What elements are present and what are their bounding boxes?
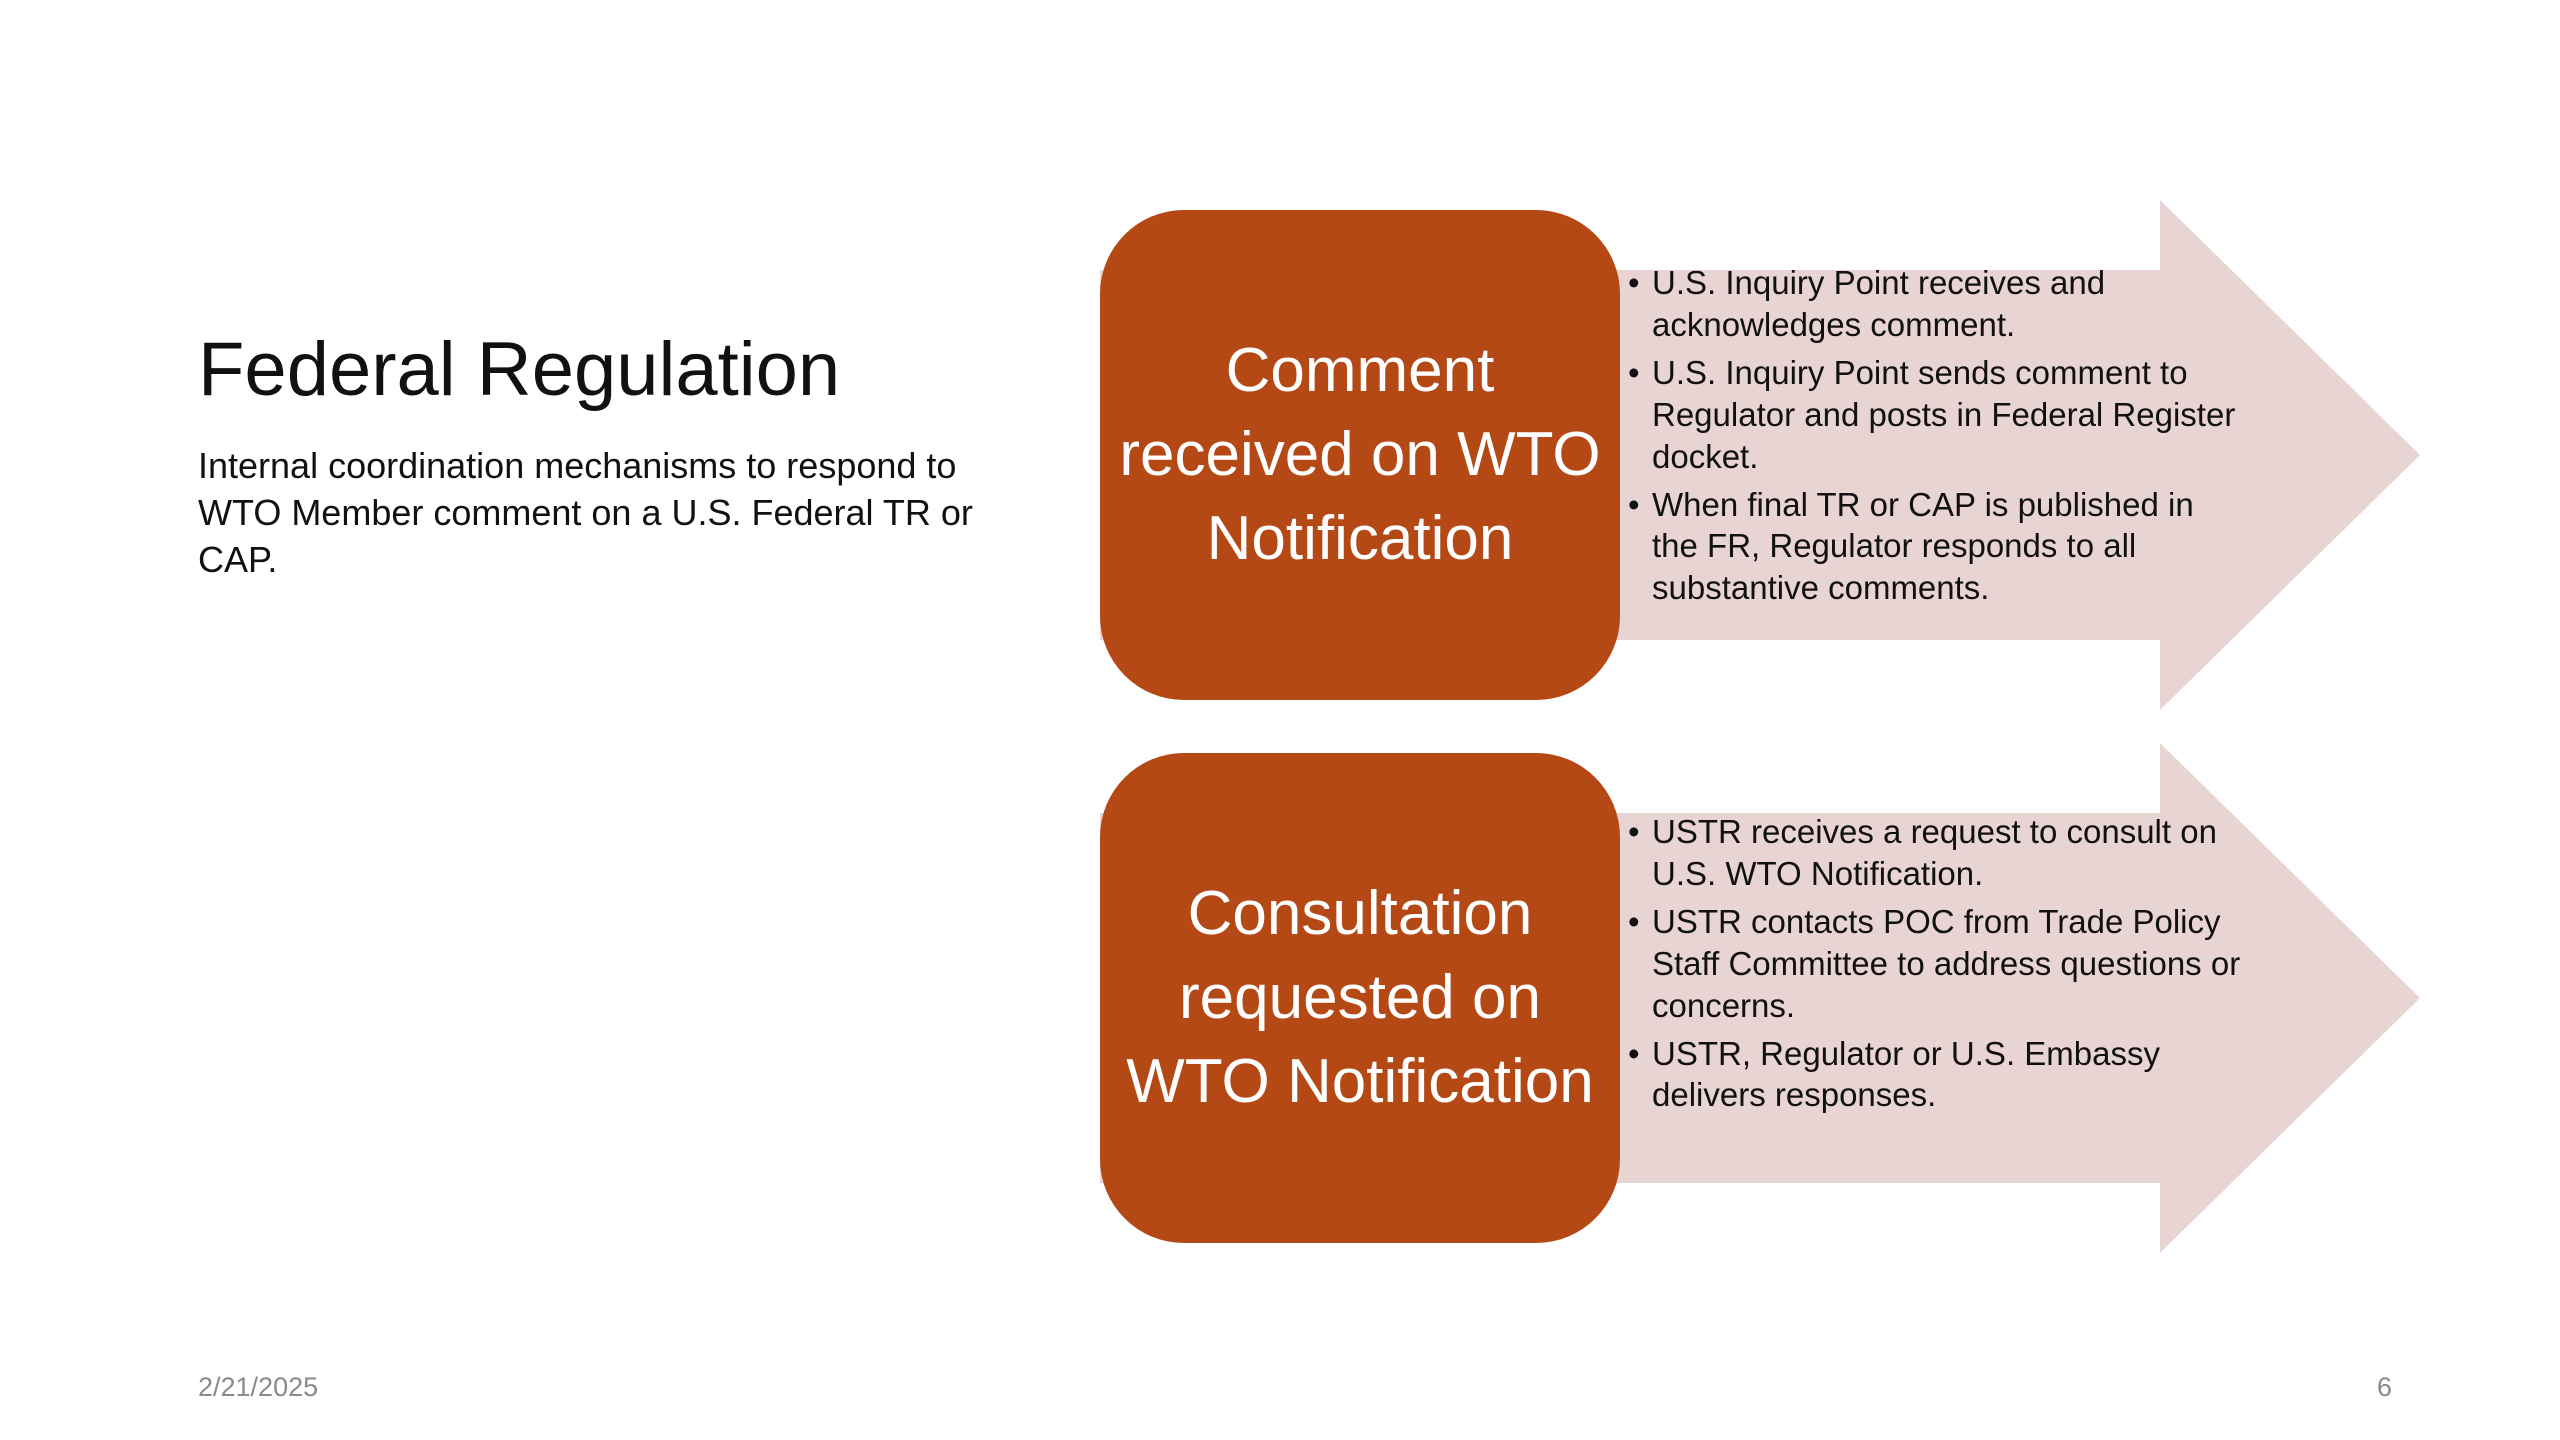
rounded-box: [1100, 753, 1620, 1243]
bullet-item: [1628, 901, 2248, 1027]
footer-page-number: 6: [2376, 1372, 2392, 1402]
rounded-box-label: Consultation requested on WTO Notification: [1126, 879, 1594, 1116]
flow-row-comment: [1100, 200, 2420, 710]
bullet-dot: •: [1628, 264, 1640, 301]
bullet-item: [1628, 811, 2248, 895]
bullet-dot: •: [1628, 902, 1640, 940]
bullet-text: U.S. Inquiry Point sends comment to Regulator and posts in Federal Register docket.: [1652, 353, 2236, 475]
footer-date: 2/21/2025: [198, 1372, 319, 1402]
bullet-item: [1628, 262, 2248, 346]
bullet-text: USTR, Regulator or U.S. Embassy delivers responses.: [1652, 1034, 2160, 1114]
flow-row-consultation: [1100, 743, 2420, 1253]
bullet-item: [1628, 352, 2248, 478]
bullet-list: [1628, 811, 2248, 1122]
slide-subtitle: Internal coordination mechanisms to respond to WTO Member comment on a U.S. Federal TR or CAP.: [198, 445, 973, 580]
bullet-text: When final TR or CAP is published in the FR, Regulator responds to all substantive comments.: [1652, 485, 2194, 607]
rounded-box: [1100, 210, 1620, 700]
bullet-dot: •: [1628, 1034, 1640, 1072]
bullet-text: USTR receives a request to consult on U.S. WTO Notification.: [1652, 813, 2217, 892]
bullet-item: [1628, 1033, 2248, 1117]
bullet-text: USTR contacts POC from Trade Policy Staff Committee to address questions or concerns.: [1652, 902, 2241, 1024]
bullet-dot: •: [1628, 485, 1640, 523]
bullet-dot: •: [1628, 813, 1640, 850]
bullet-list: [1628, 262, 2248, 615]
bullet-dot: •: [1628, 353, 1640, 391]
rounded-box-label: Comment received on WTO Notification: [1119, 336, 1601, 573]
slide-title: Federal Regulation: [198, 327, 841, 412]
bullet-text: U.S. Inquiry Point receives and acknowledges comment.: [1652, 264, 2106, 343]
bullet-item: [1628, 484, 2248, 610]
